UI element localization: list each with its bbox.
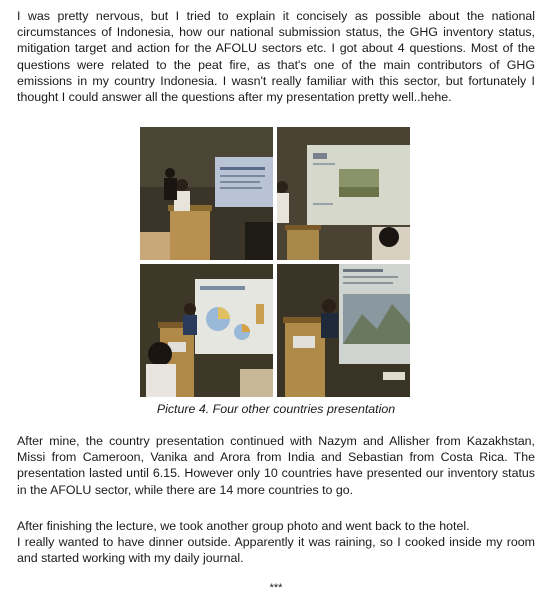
paragraph-presentations: After mine, the country presentation continued with Nazym and Allisher from Kazakhstan, Missi from Cameroon, Vanika and Arora from India and Sebastian from Costa Rica. The presentation lasted until 6.15. However only 10 countries have presented our inventory status in the AFOLU sector, while there are 14 more countries to go. xyxy=(17,434,535,497)
photo-collage xyxy=(140,127,410,397)
photo-slide-presentation xyxy=(277,127,410,260)
photo-presenter-podium xyxy=(140,127,273,260)
paragraph-intro: I was pretty nervous, but I tried to explain it concisely as possible about the national circumstances of Indonesia, how our national submission status, the GHG inventory status, mitigation target and action for the AFOLU sectors etc. I got about 4 questions. Most of the questions were related to the peat fire, as that's one of the main contributors of GHG emissions in my country Indonesia. I wasn't really familiar with this sector, but fortunately I thought I could answer all the questions after my presentation pretty well..hehe. xyxy=(17,9,535,105)
photo-pie-chart-slide xyxy=(140,264,273,397)
paragraph-group-photo: After finishing the lecture, we took another group photo and went back to the hotel. xyxy=(17,519,470,533)
figure-caption: Picture 4. Four other countries presentation xyxy=(156,402,396,416)
paragraph-dinner: I really wanted to have dinner outside. Apparently it was raining, so I cooked inside my room and started working with my daily journal. xyxy=(17,535,535,566)
section-separator: *** xyxy=(269,582,283,594)
photo-landscape-slide xyxy=(277,264,410,397)
